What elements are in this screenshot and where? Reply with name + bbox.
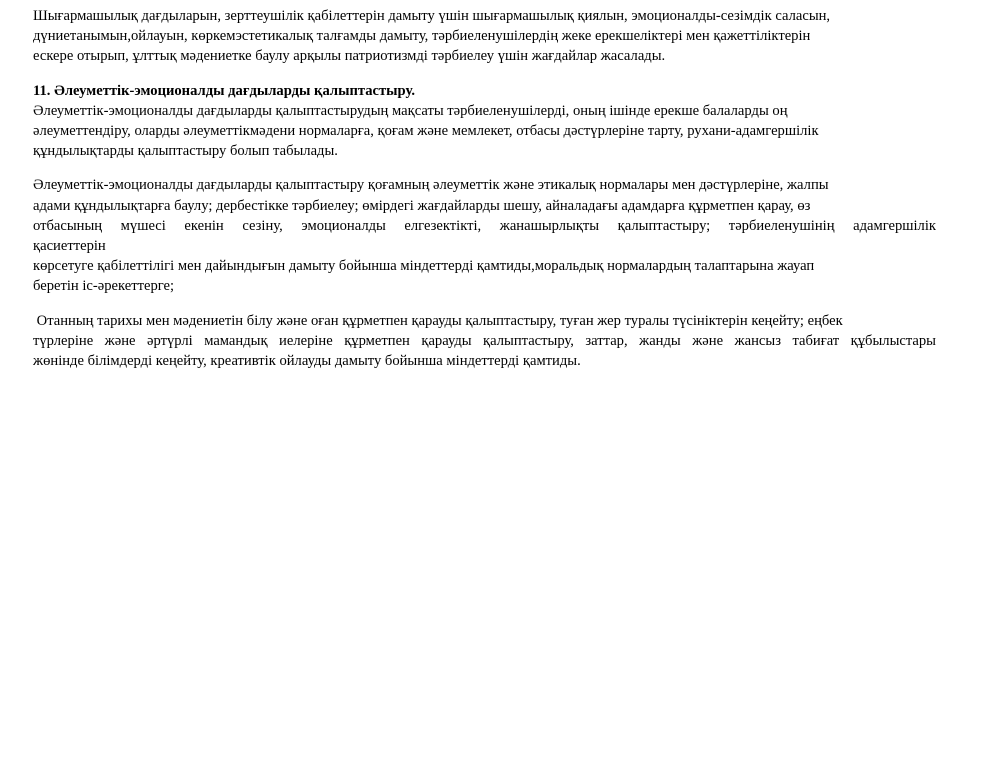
text-line: отбасының мүшесі екенін сезіну, эмоционалды елгезектікті, жанашырлықты қалыптастыру; тәрбиеленушінің адамгершілік [33, 217, 936, 234]
paragraph-homeland-culture [33, 311, 936, 372]
text-line: қасиеттерін [33, 238, 106, 255]
text-line: түрлеріне және әртүрлі мамандық иелеріне құрметпен қарауды қалыптастыру, заттар, жанды және жансыз табиғат құбылыстары [33, 332, 936, 349]
text-line: Отанның тарихы мен мәдениетін білу және оған құрметпен қарауды қалыптастыру, туған жер туралы түсініктерін кеңейту; еңбек [33, 312, 843, 329]
text-line: Әлеуметтік-эмоционалды дағдыларды қалыптастыру қоғамның әлеуметтік және этикалық нормалары мен дәстүрлеріне, жалпы [33, 177, 829, 194]
text-line: құндылықтарды қалыптастыру болып табылады. [33, 143, 338, 160]
text-line: көрсетуге қабілеттілігі мен дайындығын дамыту бойынша міндеттерді қамтиды,моральдық нормалардың талаптарына жауап [33, 258, 815, 275]
text-line: дүниетанымын,ойлауын, көркемэстетикалық талғамды дамыту, тәрбиеленушілердің жеке ерекшеліктері мен қажеттіліктерін [33, 28, 811, 45]
text-line: беретін іс-әрекеттерге; [33, 278, 175, 295]
text-line: Әлеуметтік-эмоционалды дағдыларды қалыптастырудың мақсаты тәрбиеленушілерді, оның ішінде ерекше балаларды оң [33, 102, 788, 119]
section-heading: 11. Әлеуметтік-эмоционалды дағдыларды қалыптастыру. [33, 82, 415, 99]
paragraph-socio-emotional-goal [33, 101, 936, 162]
text-line: жөнінде білімдерді кеңейту, креативтік ойлауды дамыту бойынша міндеттерді қамтиды. [33, 353, 581, 370]
text-line: адами құндылықтарға баулу; дербестікке тәрбиелеу; өмірдегі жағдайларды шешу, айналадағы адамдарға құрметпен қарау, өз [33, 197, 811, 214]
document-page [33, 6, 936, 371]
text-line: әлеуметтендіру, оларды әлеуметтікмәдени нормаларға, қоғам және мемлекет, отбасы дәстүрлеріне тарту, рухани-адамгершілік [33, 123, 819, 140]
text-line: Шығармашылық дағдыларын, зерттеушілік қабілеттерін дамыту үшін шығармашылық қиялын, эмоционалды-сезімдік саласын, [33, 8, 831, 24]
paragraph-creative-skills [33, 6, 936, 67]
paragraph-socio-emotional-tasks [33, 175, 936, 296]
text-line: ескере отырып, ұлттық мәдениетке баулу арқылы патриотизмді тәрбиелеу үшін жағдайлар жасалады. [33, 48, 666, 65]
